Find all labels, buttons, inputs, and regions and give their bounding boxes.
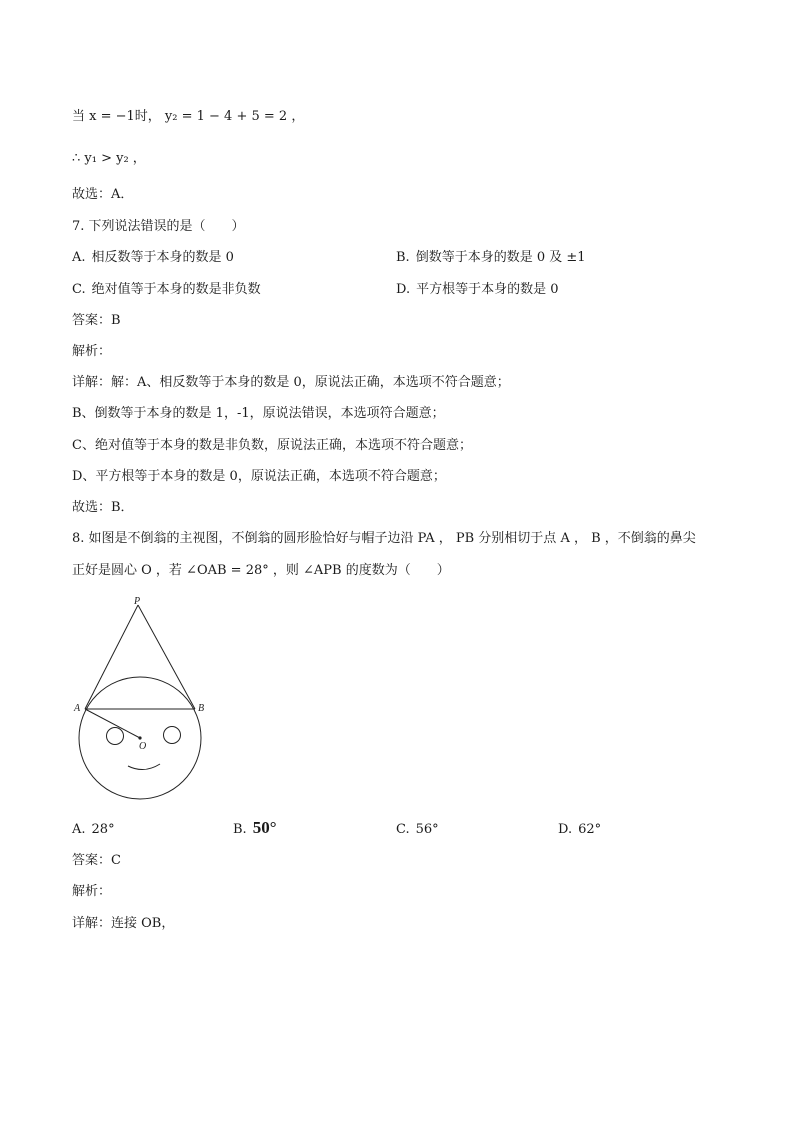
q7-detail-1: 详解：解：A、相反数等于本身的数是 0，原说法正确，本选项不符合题意； [72,375,510,390]
q8-option-c-label: C. [396,822,410,837]
q8-option-b-label: B. [233,822,247,837]
q7-option-b [396,249,586,267]
solution-line-2: ∴ y₁ > y₂ ， [72,151,146,166]
q8-option-a-label: A. [72,822,86,837]
q7-option-c-label: C. [72,282,86,297]
q7-detail-4: D、平方根等于本身的数是 0，原说法正确，本选项不符合题意； [72,469,446,484]
label-a: A [74,703,81,714]
q7-option-b-text: 倒数等于本身的数是 0 及 ±1 [415,250,586,265]
q8-detail-1: 详解：连接 OB， [72,916,175,931]
center-point [138,736,141,739]
q7-option-b-label: B. [396,250,410,265]
question-7-stem: 7. 下列说法错误的是（ ） [72,219,245,234]
right-eye [164,727,181,744]
q7-answer: 答案：B [72,313,121,328]
q7-option-d [396,281,559,299]
question-8-stem-line-1: 8. 如图是不倒翁的主视图，不倒翁的圆形脸恰好与帽子边沿 PA ， PB 分别相切于点 A ， B ，不倒翁的鼻尖 [72,531,696,546]
q7-detail-2: B、倒数等于本身的数是 1，-1，原说法错误，本选项符合题意； [72,406,445,421]
q8-option-d-text: 62° [578,822,602,837]
tangent-pb [138,605,195,709]
tumbler-figure [72,592,212,808]
q8-option-c-text: 56° [415,822,439,837]
q7-option-a [72,249,234,267]
q8-analysis-heading: 解析： [72,884,112,899]
q7-option-c-text: 绝对值等于本身的数是非负数 [91,282,261,297]
label-b: B [198,703,205,714]
left-eye [107,728,124,745]
solution-line-3: 故选：A． [72,187,134,202]
label-p: P [134,596,141,607]
q8-option-b [233,819,277,839]
solution-line-1: 当 x = −1时， y₂ = 1 − 4 + 5 = 2 ， [72,109,305,124]
q7-analysis-heading: 解析： [72,344,112,359]
segment-oa [85,709,140,738]
q8-option-a-text: 28° [91,822,115,837]
q7-detail-3: C、绝对值等于本身的数是非负数，原说法正确，本选项不符合题意； [72,438,472,453]
q8-answer: 答案：C [72,853,121,868]
q7-option-a-text: 相反数等于本身的数是 0 [91,250,234,265]
q8-option-c [396,821,439,839]
question-8-stem-line-2: 正好是圆心 O ，若 ∠OAB = 28° ，则 ∠APB 的度数为（ ） [72,563,450,578]
q7-option-d-label: D. [396,282,411,297]
q8-option-a [72,821,115,839]
q7-selection: 故选：B． [72,500,134,515]
q8-option-b-text: 50° [252,818,277,837]
q7-option-c [72,281,261,299]
q7-option-a-label: A. [72,250,86,265]
q7-option-d-text: 平方根等于本身的数是 0 [416,282,559,297]
q8-option-d-label: D. [558,822,573,837]
tangent-pa [85,605,138,709]
q8-option-d [558,821,601,839]
label-o: O [139,741,147,752]
mouth-arc [128,764,160,770]
